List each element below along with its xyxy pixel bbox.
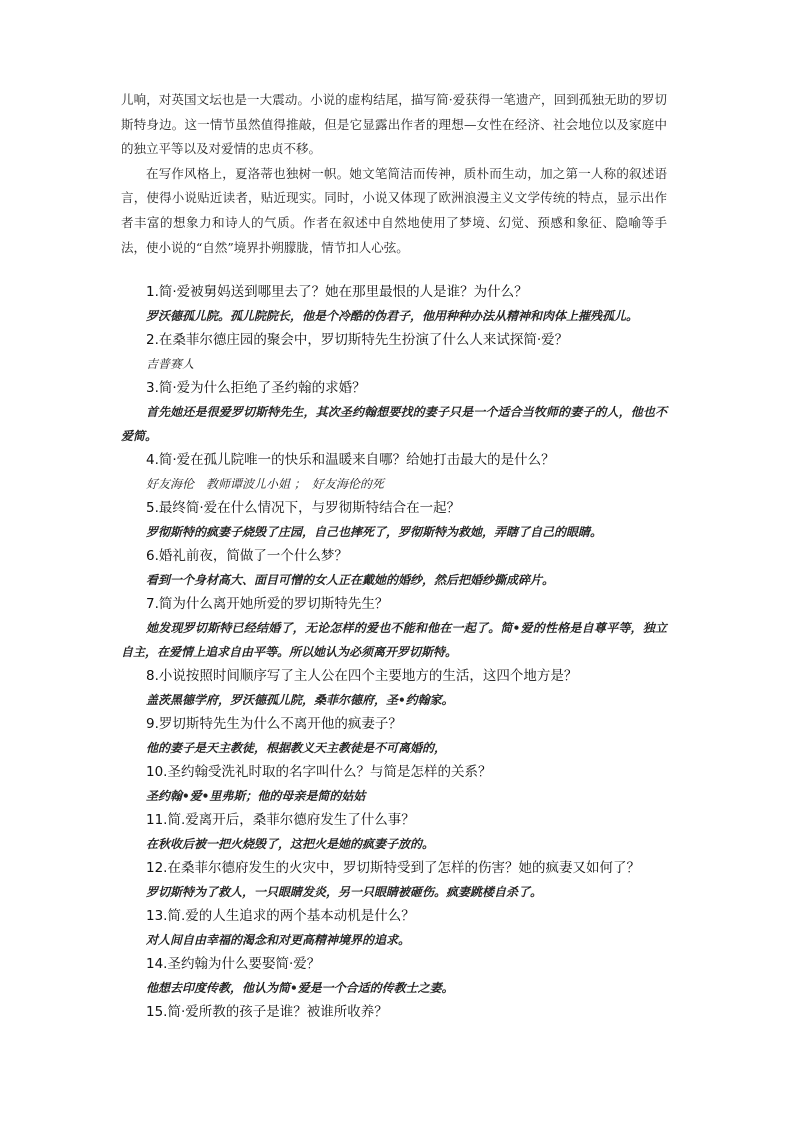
answer-12: 罗切斯特为了救人，一只眼睛发炎，另一只眼睛被砸伤。疯妻跳楼自杀了。 — [146, 885, 543, 899]
answer-9: 他的妻子是天主教徒，根据教义天主教徒是不可离婚的， — [146, 741, 447, 755]
answer-11: 在秋收后被一把火烧毁了，这把火是她的疯妻子放的。 — [146, 837, 435, 851]
question-5: 5.最终简·爱在什么情况下，与罗彻斯特结合在一起？ — [146, 500, 461, 516]
answer-5: 罗彻斯特的疯妻子烧毁了庄园，自己也摔死了，罗彻斯特为救她，弄瞎了自己的眼睛。 — [146, 525, 603, 539]
qa-section — [121, 280, 667, 1024]
question-1: 1.简·爱被舅妈送到哪里去了？她在那里最恨的人是谁？为什么？ — [146, 284, 528, 300]
answer-6: 看到一个身材高大、面目可憎的女人正在戴她的婚纱，然后把婚纱撕成碎片。 — [146, 573, 555, 587]
answer-8: 盖茨黑德学府，罗沃德孤儿院，桑菲尔德府，圣•约翰家。 — [146, 693, 454, 707]
question-7: 7.简为什么离开她所爱的罗切斯特先生？ — [146, 596, 389, 612]
answer-2: 吉普赛人 — [146, 357, 195, 371]
answer-13: 对人间自由幸福的渴念和对更高精神境界的追求。 — [146, 933, 411, 947]
question-12: 12.在桑菲尔德府发生的火灾中，罗切斯特受到了怎样的伤害？她的疯妻又如何了？ — [146, 860, 640, 876]
question-14: 14.圣约翰为什么要娶简·爱？ — [146, 956, 321, 972]
answer-3: 首先她还是很爱罗切斯特先生，其次圣约翰想要找的妻子只是一个适合当牧师的妻子的人，他也不爱简。 — [121, 405, 667, 443]
question-6: 6.婚礼前夜，简做了一个什么梦？ — [146, 548, 348, 564]
answer-7: 她发现罗切斯特已经结婚了，无论怎样的爱也不能和他在一起了。简•爱的性格是自尊平等，独立自主，在爱情上追求自由平等。所以她认为必须离开罗切斯特。 — [121, 621, 667, 659]
question-15: 15.简·爱所教的孩子是谁？被谁所收养？ — [146, 1004, 388, 1020]
question-3: 3.简·爱为什么拒绝了圣约翰的求婚？ — [146, 380, 366, 396]
intro-paragraph-1: 儿响，对英国文坛也是一大震动。小说的虚构结尾，描写简·爱获得一笔遗产，回到孤独无助的罗切斯特身边。这一情节虽然值得推敲，但是它显露出作者的理想—女性在经济、社会地位以及家庭中的独立平等以及对爱情的忠贞不移。 — [121, 92, 667, 157]
question-8: 8.小说按照时间顺序写了主人公在四个主要地方的生活，这四个地方是？ — [146, 668, 578, 684]
question-11: 11.简.爱离开后，桑菲尔德府发生了什么事？ — [146, 812, 415, 828]
intro-section — [121, 88, 667, 260]
question-9: 9.罗切斯特先生为什么不离开他的疯妻子？ — [146, 716, 402, 732]
answer-1: 罗沃德孤儿院。孤儿院院长，他是个冷酷的伪君子，他用种种办法从精神和肉体上摧残孤儿。 — [146, 309, 639, 323]
answer-14: 他想去印度传教，他认为简•爱是一个合适的传教士之妻。 — [146, 981, 454, 995]
question-4: 4.简·爱在孤儿院唯一的快乐和温暖来自哪？给她打击最大的是什么？ — [146, 452, 555, 468]
answer-4: 好友海伦 教师谭波儿小姐 ； 好友海伦的死 — [146, 477, 384, 491]
question-2: 2.在桑菲尔德庄园的聚会中，罗切斯特先生扮演了什么人来试探简·爱？ — [146, 332, 569, 348]
answer-10: 圣约翰•爱•里弗斯；他的母亲是简的姑姑 — [146, 789, 366, 803]
question-13: 13.简.爱的人生追求的两个基本动机是什么？ — [146, 908, 415, 924]
intro-paragraph-2: 在写作风格上，夏洛蒂也独树一帜。她文笔简洁而传神，质朴而生动，加之第一人称的叙述语言，使得小说贴近读者，贴近现实。同时，小说又体现了欧洲浪漫主义文学传统的特点，显示出作者丰富的想象力和诗人的气质。作者在叙述中自然地使用了梦境、幻觉、预感和象征、隐喻等手法，使小说的“自然”境界扑朔朦胧，情节扣人心弦。 — [121, 165, 667, 255]
question-10: 10.圣约翰受洗礼时取的名字叫什么？与简是怎样的关系？ — [146, 764, 492, 780]
